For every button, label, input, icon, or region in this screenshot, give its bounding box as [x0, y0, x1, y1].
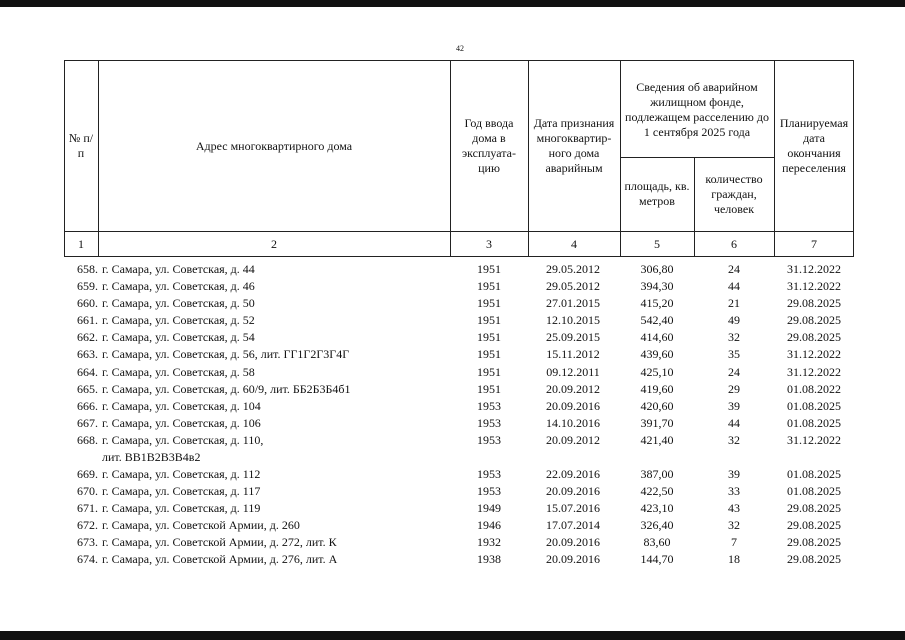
column-number-1: 1: [78, 236, 84, 251]
row-year: 1951: [477, 381, 501, 396]
table-header: [64, 60, 854, 258]
row-area: 306,80: [640, 262, 674, 276]
row-date: 22.09.2016: [546, 466, 600, 481]
row-number: 662.: [77, 330, 98, 345]
row-date: 12.10.2015: [546, 313, 600, 328]
row-plan-date: 01.08.2022: [787, 381, 841, 396]
table-row: [64, 483, 854, 500]
row-year: 1938: [477, 552, 501, 567]
table-row: [64, 517, 854, 534]
column-number-4: 4: [571, 236, 577, 251]
table-row: [64, 551, 854, 568]
row-date: 29.05.2012: [546, 262, 600, 276]
row-address: г. Самара, ул. Советская, д. 52: [102, 313, 255, 328]
row-address: г. Самара, ул. Советская, д. 104: [102, 398, 261, 413]
row-address: г. Самара, ул. Советская, д. 117: [102, 484, 261, 499]
row-plan-date: 29.08.2025: [787, 330, 841, 345]
row-area: 420,60: [640, 398, 674, 413]
row-address: г. Самара, ул. Советская, д. 60/9, лит. ББ2Б3Б4б1: [102, 381, 351, 396]
column-number-5: 5: [654, 236, 660, 251]
row-plan-date: 29.08.2025: [787, 518, 841, 533]
row-year: 1951: [477, 330, 501, 345]
row-area: 439,60: [640, 347, 674, 362]
row-year: 1951: [477, 313, 501, 328]
row-number: 658.: [77, 262, 98, 276]
row-number: 665.: [77, 381, 98, 396]
row-address: г. Самара, ул. Советская, д. 50: [102, 296, 255, 311]
table-row: [64, 500, 854, 517]
row-date: 20.09.2016: [546, 535, 600, 550]
row-area: 415,20: [640, 296, 674, 311]
row-address: г. Самара, ул. Советская, д. 58: [102, 364, 255, 379]
header-col-area: площадь, кв. метров: [624, 179, 690, 208]
row-plan-date: 01.08.2025: [787, 398, 841, 413]
row-people: 21: [728, 296, 740, 311]
row-number: 660.: [77, 296, 98, 311]
row-date: 20.09.2016: [546, 484, 600, 499]
table-row: [64, 466, 854, 483]
header-col-people: количество граждан, человек: [705, 171, 763, 216]
row-plan-date: 29.08.2025: [787, 552, 841, 567]
row-people: 35: [728, 347, 740, 362]
table-row: [64, 312, 854, 329]
row-people: 29: [728, 381, 740, 396]
row-people: 7: [731, 535, 737, 550]
row-year: 1949: [477, 501, 501, 516]
header-col-plan-date: Планируемая дата окончания переселения: [779, 116, 849, 175]
row-area: 387,00: [640, 466, 674, 481]
table-row: [64, 261, 854, 278]
row-date: 25.09.2015: [546, 330, 600, 345]
row-address: [102, 432, 482, 466]
row-plan-date: 01.08.2025: [787, 466, 841, 481]
header-col-year: Год ввода дома в эксплуата- цию: [462, 116, 516, 175]
top-border-bar: [0, 0, 905, 7]
row-address: г. Самара, ул. Советской Армии, д. 260: [102, 518, 300, 533]
row-year: 1951: [477, 364, 501, 379]
row-year: 1951: [477, 262, 501, 276]
row-area: 542,40: [640, 313, 674, 328]
row-date: 27.01.2015: [546, 296, 600, 311]
row-number: 667.: [77, 415, 98, 430]
row-date: 15.11.2012: [546, 347, 600, 362]
column-number-6: 6: [731, 236, 737, 251]
row-plan-date: 01.08.2025: [787, 415, 841, 430]
row-area: 83,60: [643, 535, 671, 550]
row-people: 43: [728, 501, 740, 516]
table-row: [64, 534, 854, 551]
row-plan-date: 31.12.2022: [787, 262, 841, 276]
row-area: 414,60: [640, 330, 674, 345]
table-body: [64, 261, 854, 569]
row-number: 668.: [77, 432, 98, 447]
row-number: 663.: [77, 347, 98, 362]
row-year: 1953: [477, 466, 501, 481]
row-area: 326,40: [640, 518, 674, 533]
row-address-line2: лит. ВВ1В2В3В4в2: [102, 449, 201, 464]
row-number: 671.: [77, 501, 98, 516]
row-number: 666.: [77, 398, 98, 413]
row-people: 39: [728, 466, 740, 481]
row-area: 144,70: [640, 552, 674, 567]
row-area: 423,10: [640, 501, 674, 516]
row-number: 661.: [77, 313, 98, 328]
table-row: [64, 278, 854, 295]
row-plan-date: 29.08.2025: [787, 313, 841, 328]
row-plan-date: 31.12.2022: [787, 279, 841, 294]
row-address: г. Самара, ул. Советская, д. 119: [102, 501, 261, 516]
row-date: 20.09.2012: [546, 381, 600, 396]
row-people: 44: [728, 415, 740, 430]
table-row: [64, 398, 854, 415]
row-number: 669.: [77, 466, 98, 481]
row-plan-date: 29.08.2025: [787, 501, 841, 516]
row-year: 1953: [477, 415, 501, 430]
row-address: г. Самара, ул. Советская, д. 54: [102, 330, 255, 345]
row-plan-date: 29.08.2025: [787, 535, 841, 550]
row-address-line1: г. Самара, ул. Советская, д. 110,: [102, 432, 264, 447]
table-row: [64, 415, 854, 432]
row-people: 49: [728, 313, 740, 328]
row-number: 664.: [77, 364, 98, 379]
row-area: 391,70: [640, 415, 674, 430]
row-year: 1932: [477, 535, 501, 550]
column-number-7: 7: [811, 236, 817, 251]
row-year: 1953: [477, 432, 501, 447]
row-people: 24: [728, 364, 740, 379]
header-col-address: Адрес многоквартирного дома: [195, 138, 353, 153]
row-number: 674.: [77, 552, 98, 567]
row-area: 421,40: [640, 432, 674, 447]
row-plan-date: 31.12.2022: [787, 432, 841, 447]
row-plan-date: 31.12.2022: [787, 347, 841, 362]
row-address: г. Самара, ул. Советская, д. 46: [102, 279, 255, 294]
table-row: [64, 381, 854, 398]
row-people: 44: [728, 279, 740, 294]
row-date: 20.09.2012: [546, 432, 600, 447]
page-number: 42: [456, 44, 464, 53]
row-year: 1953: [477, 484, 501, 499]
row-people: 32: [728, 518, 740, 533]
row-area: 394,30: [640, 279, 674, 294]
row-year: 1951: [477, 296, 501, 311]
row-people: 24: [728, 262, 740, 276]
row-plan-date: 01.08.2025: [787, 484, 841, 499]
row-people: 32: [728, 432, 740, 447]
header-col-number: № п/п: [68, 131, 94, 160]
row-number: 659.: [77, 279, 98, 294]
row-number: 670.: [77, 484, 98, 499]
row-date: 15.07.2016: [546, 501, 600, 516]
row-address: г. Самара, ул. Советская, д. 112: [102, 466, 261, 481]
row-date: 17.07.2014: [546, 518, 600, 533]
bottom-border-bar: [0, 631, 905, 640]
row-people: 39: [728, 398, 740, 413]
row-area: 422,50: [640, 484, 674, 499]
row-plan-date: 31.12.2022: [787, 364, 841, 379]
row-plan-date: 29.08.2025: [787, 296, 841, 311]
column-number-2: 2: [271, 236, 277, 251]
table-row: [64, 295, 854, 312]
row-date: 20.09.2016: [546, 552, 600, 567]
row-address: г. Самара, ул. Советской Армии, д. 276, лит. А: [102, 552, 338, 567]
column-number-3: 3: [486, 236, 492, 251]
row-people: 18: [728, 552, 740, 567]
table-row: [64, 364, 854, 381]
row-date: 14.10.2016: [546, 415, 600, 430]
table-row: [64, 432, 854, 466]
row-number: 672.: [77, 518, 98, 533]
row-number: 673.: [77, 535, 98, 550]
header-col-date: Дата признания многоквартир- ного дома аварийным: [533, 116, 615, 175]
row-year: 1953: [477, 398, 501, 413]
row-year: 1951: [477, 279, 501, 294]
row-people: 32: [728, 330, 740, 345]
table-row: [64, 329, 854, 346]
row-people: 33: [728, 484, 740, 499]
row-address: г. Самара, ул. Советская, д. 44: [102, 262, 255, 276]
row-year: 1946: [477, 518, 501, 533]
row-date: 09.12.2011: [546, 364, 600, 379]
header-group-emergency-fund: Сведения об аварийном жилищном фонде, подлежащем расселению до 1 сентября 2025 года: [625, 80, 769, 139]
table-row: [64, 346, 854, 363]
row-date: 29.05.2012: [546, 279, 600, 294]
row-date: 20.09.2016: [546, 398, 600, 413]
row-address: г. Самара, ул. Советская, д. 106: [102, 415, 261, 430]
row-address: г. Самара, ул. Советской Армии, д. 272, лит. К: [102, 535, 337, 550]
row-area: 425,10: [640, 364, 674, 379]
row-address: г. Самара, ул. Советская, д. 56, лит. ГГ1Г2Г3Г4Г: [102, 347, 350, 362]
row-year: 1951: [477, 347, 501, 362]
row-area: 419,60: [640, 381, 674, 396]
